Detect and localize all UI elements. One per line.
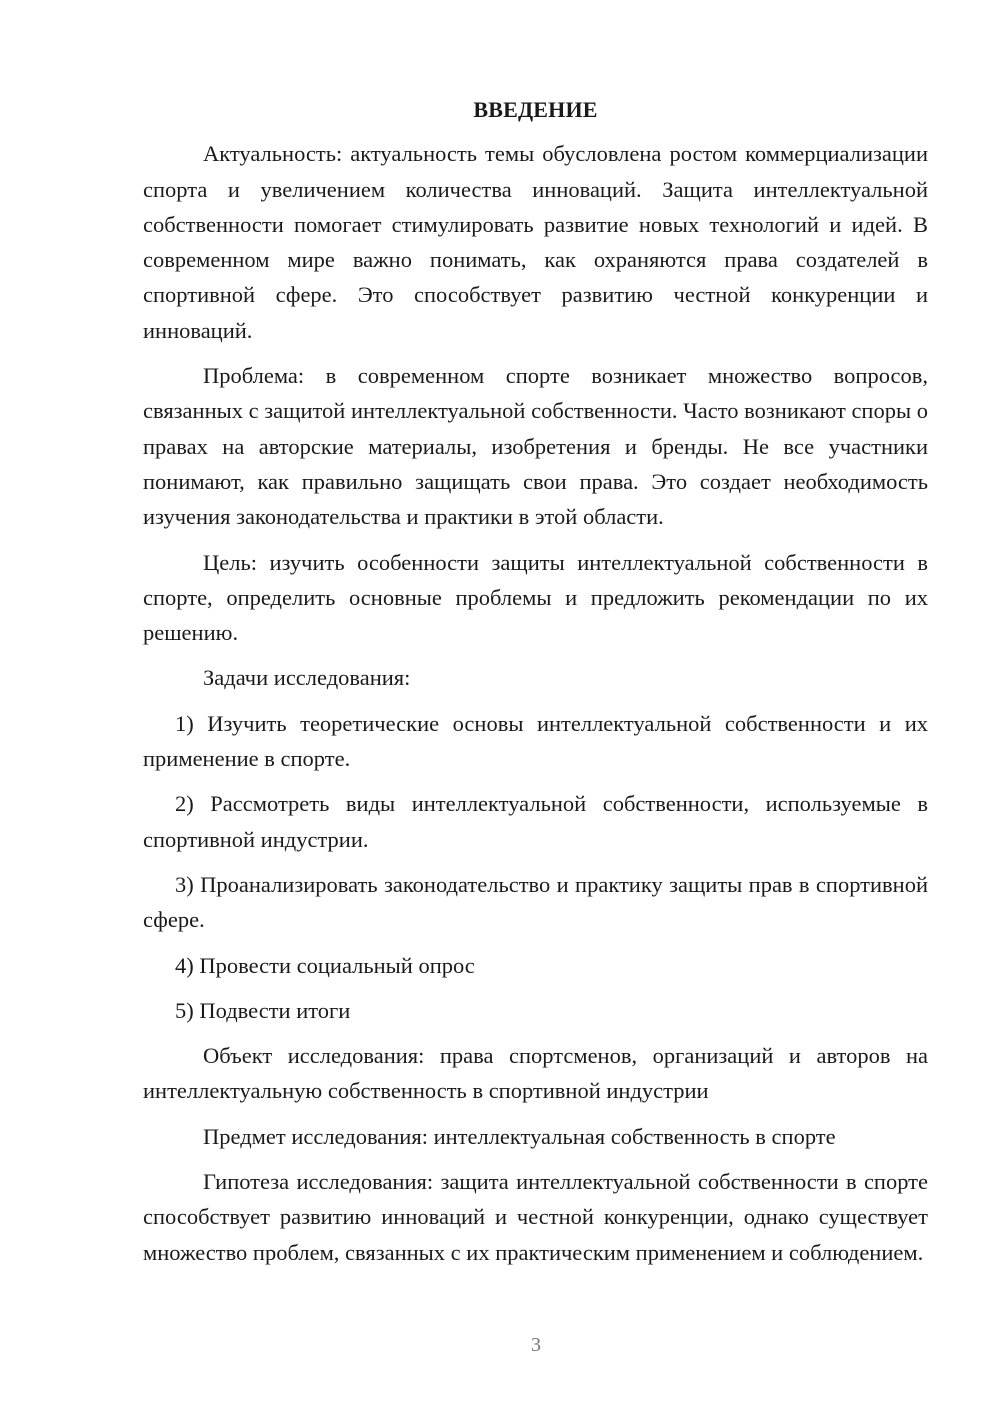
task-item: 2) Рассмотреть виды интеллектуальной собственности, используемые в спортивной индустрии. bbox=[143, 791, 928, 852]
object-paragraph: Объект исследования: права спортсменов, организаций и авторов на интеллектуальную собственность в спортивной индустрии bbox=[143, 1043, 928, 1104]
goal-paragraph: Цель: изучить особенности защиты интеллектуальной собственности в спорте, определить основные проблемы и предложить рекомендации по их решению. bbox=[143, 549, 928, 646]
problem-paragraph: Проблема: в современном спорте возникает множество вопросов, связанных с защитой интеллектуальной собственности. Часто возникают споры о правах на авторские материалы, изобретения и бренды. Не все участники понимают, как правильно защищать свои права. Это создает необходимость изучения законодательства и практики в этой области. bbox=[143, 363, 928, 530]
tasks-title: Задачи исследования: bbox=[203, 665, 411, 691]
page-number: 3 bbox=[531, 1334, 541, 1356]
page-content bbox=[143, 92, 928, 1280]
page-title: ВВЕДЕНИЕ bbox=[473, 97, 598, 122]
relevance-paragraph: Актуальность: актуальность темы обусловлена ростом коммерциализации спорта и увеличением количества инноваций. Защита интеллектуальной собственности помогает стимулировать развитие новых технологий и идей. В современном мире важно понимать, как охраняются права создателей в спортивной сфере. Это способствует развитию честной конкуренции и инноваций. bbox=[143, 141, 928, 343]
task-item: 3) Проанализировать законодательство и практику защиты прав в спортивной сфере. bbox=[143, 871, 928, 933]
task-item: 1) Изучить теоретические основы интеллектуальной собственности и их применение в спорте. bbox=[143, 710, 928, 772]
subject-paragraph: Предмет исследования: интеллектуальная собственность в спорте bbox=[203, 1123, 836, 1149]
hypothesis-paragraph: Гипотеза исследования: защита интеллектуальной собственности в спорте способствует развитию инноваций и честной конкуренции, однако существует множество проблем, связанных с их практическим применением и соблюдением. bbox=[143, 1169, 928, 1265]
task-item: 4) Провести социальный опрос bbox=[175, 952, 475, 978]
task-item: 5) Подвести итоги bbox=[175, 997, 351, 1023]
